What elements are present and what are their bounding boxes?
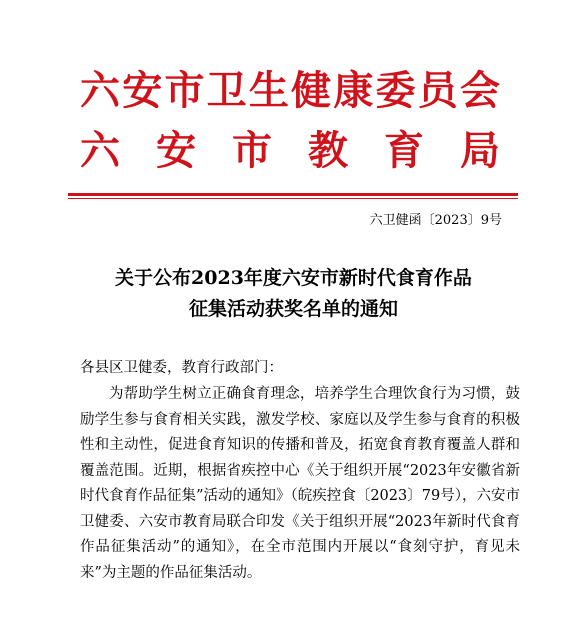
issuer-name-health-commission — [80, 68, 500, 114]
issuer-char: 六 — [80, 128, 120, 174]
issuer-char: 委 — [375, 68, 416, 114]
body-paragraph: 为帮助学生树立正确食育理念，培养学生合理饮食行为习惯，鼓励学生参与食育相关实践，激发学校、家庭以及学生参与食育的积极性和主动性，促进食育知识的传播和普及，拓宽食育教育覆盖人群和覆盖范围。近期，根据省疾控中心《关于组织开展“2023年安徽省新时代食育作品征集”活动的通知》（皖疾控食〔2023〕79号），六安市卫健委、六安市教育局联合印发《关于组织开展“2023年新时代食育作品征集活动”的通知》，在全市范围内开展以“食刻守护，育见未来”为主题的作品征集活动。 — [80, 386, 520, 581]
document-title-line-2: 征集活动获奖名单的通知 — [188, 298, 398, 320]
issuer-char: 会 — [459, 68, 500, 114]
issuer-char: 员 — [417, 68, 458, 114]
red-header-rule-thin — [68, 198, 518, 199]
issuer-char: 康 — [333, 68, 374, 114]
issuer-name-education-bureau — [80, 128, 500, 174]
issuer-char: 教 — [308, 128, 348, 174]
issuer-char: 育 — [384, 128, 424, 174]
issuer-char: 市 — [164, 68, 205, 114]
issuer-char: 六 — [80, 68, 120, 114]
red-header-rule-thick — [68, 193, 518, 196]
issuer-char: 生 — [248, 68, 289, 114]
issuer-char: 局 — [460, 128, 500, 174]
issuer-char: 安 — [122, 68, 163, 114]
issuer-char: 卫 — [206, 68, 247, 114]
issuer-char: 安 — [156, 128, 196, 174]
document-number: 六卫健函〔2023〕9号 — [369, 213, 502, 228]
salutation: 各县区卫健委，教育行政部门： — [80, 360, 283, 376]
issuer-char: 健 — [291, 68, 332, 114]
issuer-char: 市 — [232, 128, 272, 174]
document-title-line-1: 关于公布2023年度六安市新时代食育作品 — [115, 267, 472, 289]
